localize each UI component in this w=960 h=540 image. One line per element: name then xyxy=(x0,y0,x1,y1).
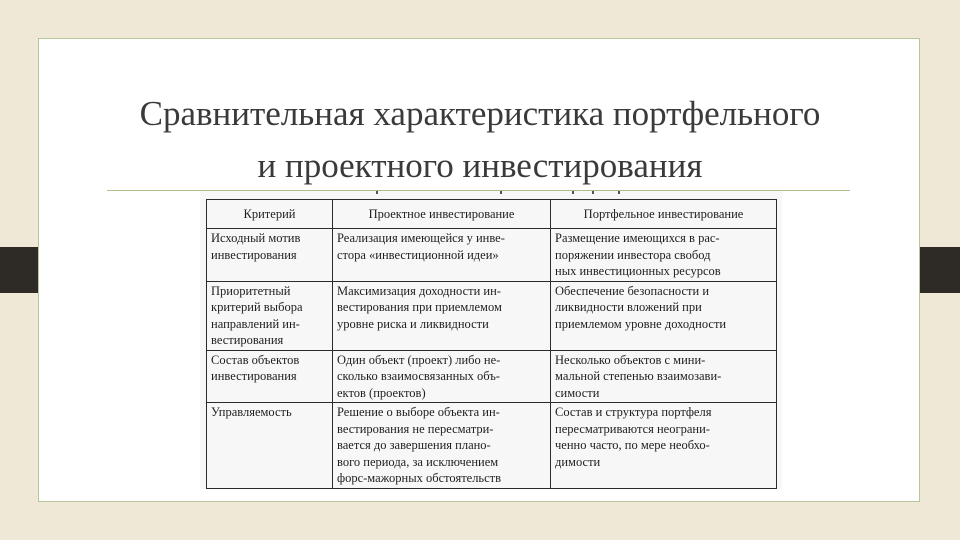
cell-criterion: Исходный мотив инвестирования xyxy=(207,229,333,282)
slide-title-line-2: и проектного инвестирования xyxy=(257,146,703,185)
cell-portfolio: Обеспечение безопасности и ликвидности вложений при приемлемом уровне доходности xyxy=(551,281,777,350)
header-portfolio: Портфельное инвестирование xyxy=(551,200,777,229)
table-row xyxy=(207,350,777,403)
header-criterion: Критерий xyxy=(207,200,333,229)
cropped-text-remnant xyxy=(200,191,782,197)
cell-portfolio: Состав и структура портфеля пересматриваются неограни- ченно часто, по мере необхо- димости xyxy=(551,403,777,489)
cell-project: Один объект (проект) либо не- сколько взаимосвязанных объ- ектов (проектов) xyxy=(333,350,551,403)
header-project: Проектное инвестирование xyxy=(333,200,551,229)
slide-title xyxy=(0,88,960,192)
cell-project: Решение о выборе объекта ин- вестирования не пересматри- вается до завершения плано- вого периода, за исключением форс-мажорных обстоятельств xyxy=(333,403,551,489)
cell-portfolio: Несколько объектов с мини- мальной степенью взаимозави- симости xyxy=(551,350,777,403)
slide-title-line-1: Сравнительная характеристика портфельного xyxy=(139,94,821,133)
cell-project: Максимизация доходности ин- вестирования при приемлемом уровне риска и ликвидности xyxy=(333,281,551,350)
scanned-table-image xyxy=(200,191,782,489)
table-row xyxy=(207,281,777,350)
table-row xyxy=(207,229,777,282)
comparison-table xyxy=(206,199,777,489)
cell-criterion: Управляемость xyxy=(207,403,333,489)
cell-criterion: Состав объектов инвестирования xyxy=(207,350,333,403)
cell-criterion: Приоритетный критерий выбора направлений ин- вестирования xyxy=(207,281,333,350)
table-header-row xyxy=(207,200,777,229)
cell-portfolio: Размещение имеющихся в рас- поряжении инвестора свобод ных инвестиционных ресурсов xyxy=(551,229,777,282)
cell-project: Реализация имеющейся у инве- стора «инвестиционной идеи» xyxy=(333,229,551,282)
table-row xyxy=(207,403,777,489)
